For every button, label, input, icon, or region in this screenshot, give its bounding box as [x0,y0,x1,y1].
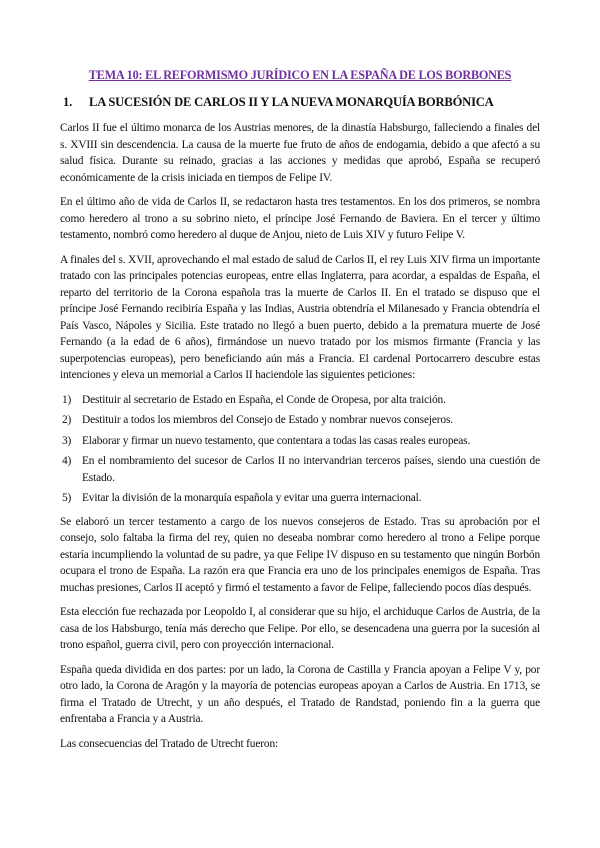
document-title: TEMA 10: EL REFORMISMO JURÍDICO EN LA ESPAÑA DE LOS BORBONES [88,68,512,82]
section-number: 1. [63,95,73,109]
list-item-text: Elaborar y firmar un nuevo testamento, que contentara a todas las casas reales europeas. [82,434,471,447]
list-item-text: En el nombramiento del sucesor de Carlos II no intervandrian terceros países, siendo una cuestión de Estado. [82,455,540,484]
list-item-text: Evitar la división de la monarquía española y evitar una guerra internacional. [82,492,422,504]
section-title: LA SUCESIÓN DE CARLOS II Y LA NUEVA MONARQUÍA BORBÓNICA [89,95,494,109]
list-item [60,392,540,409]
paragraph-3: A finales del s. XVII, aprovechando el mal estado de salud de Carlos II, el rey Luis XIV firma un importante tratado con las principales potencias europeas, entre ellas Inglaterra, para acordar, a espaldas de España, el reparto del territorio de la Corona española tras la muerte de Carlos II. En el tratado se dispuso que el príncipe José Fernando recibiría España y las Indias, Austria obtendría el Milanesado y Francia obtendría el País Vasco, Nápoles y Sicilia. Este tratado no llegó a buen puerto, debido a la prematura muerte de José Fernando (a la edad de 6 años), firmándose un nuevo tratado por los mismos firmante (Francia y las superpotencias europeas), pero beneficiando aún más a Francia. El cardenal Portocarrero descubre estas intenciones y eleva un memorial a Carlos II haciendole las siguientes peticiones: [60,253,540,381]
list-marker: 5) [62,492,72,504]
paragraph-5: Esta elección fue rechazada por Leopoldo I, al considerar que su hijo, el archiduque Carlos de Austria, de la casa de los Habsburgo, tenía más derecho que Felipe. Por ello, se desencadena una guerra por la sucesión al trono español, guerra civil, pero con proyección internacional. [60,606,540,651]
paragraph-4: Se elaboró un tercer testamento a cargo de los nuevos consejeros de Estado. Tras su aprobación por el consejo, solo faltaba la firma del rey, quien no deseaba nombrar como heredero al trono a Felipe porque estaría incumpliendo la voluntad de su padre, ya que Felipe IV dispuso en su testamento que ningún Borbón ocupara el trono de España. La razón era que Francia era uno de los principales enemigos de España. Tras muchas presiones, Carlos II aceptó y firmó el testamento a favor de Felipe, falleciendo pocos días después. [60,515,540,594]
list-marker: 2) [62,414,72,426]
section-heading [60,95,540,110]
paragraph-2: En el último año de vida de Carlos II, se redactaron hasta tres testamentos. En los dos primeros, se nombra como heredero al trono a su sobrino nieto, el príncipe José Fernando de Baviera. En el tercer y último testamento, nombró como heredero al duque de Anjou, nieto de Luis XIV y futuro Felipe V. [60,196,540,241]
list-item [60,433,540,450]
petitions-list [60,392,540,507]
list-item [60,412,540,429]
list-item [60,490,540,507]
list-item [60,453,540,486]
paragraph-6: España queda dividida en dos partes: por un lado, la Corona de Castilla y Francia apoyan a Felipe V y, por otro lado, la Corona de Aragón y la mayoría de potencias europeas apoyan a Carlos de Austria. En 1713, se firma el Tratado de Utrecht, y un año después, el Tratado de Randstad, poniendo fin a la guerra que enfrentaba a Francia y a Austria. [60,663,540,725]
list-item-text: Destituir al secretario de Estado en España, el Conde de Oropesa, por alta traición. [82,393,446,406]
paragraph-7: Las consecuencias del Tratado de Utrecht fueron: [60,737,279,750]
paragraph-1: Carlos II fue el último monarca de los Austrias menores, de la dinastía Habsburgo, falleciendo a finales del s. XVIII sin descendencia. La causa de la muerte fue fruto de años de endogamia, debido a que afectó a su salud física. Durante su reinado, gracias a las acciones y medidas que aprobó, España se recuperó económicamente de la crisis iniciada en tiempos de Felipe IV. [60,122,540,184]
list-marker: 3) [62,434,72,447]
list-item-text: Destituir a todos los miembros del Consejo de Estado y nombrar nuevos consejeros. [82,414,453,426]
list-marker: 1) [62,393,72,406]
list-marker: 4) [62,455,72,467]
